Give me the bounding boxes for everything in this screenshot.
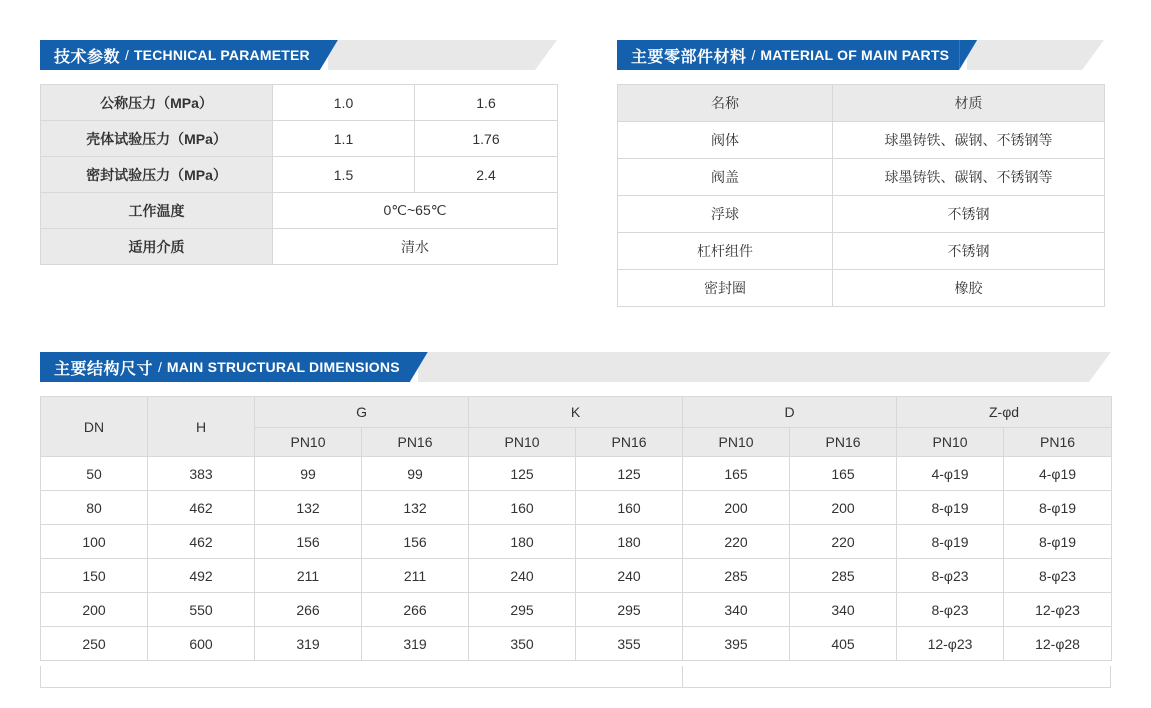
table-row — [41, 193, 558, 229]
dim-subheader-k-pn16: PN16 — [576, 428, 683, 457]
dim-cell-h: 462 — [148, 491, 255, 525]
table-row — [41, 85, 558, 121]
table-row — [41, 229, 558, 265]
dim-cell-g-pn10: 319 — [255, 627, 362, 661]
banner-title-en: TECHNICAL PARAMETER — [133, 47, 310, 63]
banner-grey-bar — [967, 40, 1082, 70]
dim-subheader-d-pn10: PN10 — [683, 428, 790, 457]
banner-title-cn: 技术参数 — [54, 48, 121, 66]
dim-cell-k-pn10: 125 — [469, 457, 576, 491]
dim-cell-zd-pn16: 12-φ28 — [1004, 627, 1112, 661]
dim-cell-k-pn10: 350 — [469, 627, 576, 661]
dim-subheader-g-pn10: PN10 — [255, 428, 362, 457]
dim-cell-d-pn10: 340 — [683, 593, 790, 627]
table-row — [41, 627, 1112, 661]
dim-subheader-g-pn16: PN16 — [362, 428, 469, 457]
dim-cell-zd-pn10: 8-φ19 — [897, 491, 1004, 525]
table-row — [618, 270, 1105, 307]
dim-cell-g-pn16: 99 — [362, 457, 469, 491]
material-part-material: 球墨铸铁、碳钢、不锈钢等 — [833, 159, 1105, 196]
banner-grey-bar — [418, 352, 1089, 382]
banner-grey-arrow — [1089, 352, 1111, 382]
dim-cell-g-pn16: 132 — [362, 491, 469, 525]
table-row — [618, 159, 1105, 196]
material-part-material: 不锈钢 — [833, 233, 1105, 270]
table-bottom-tick — [682, 666, 683, 688]
table-row — [618, 196, 1105, 233]
dim-cell-k-pn16: 240 — [576, 559, 683, 593]
dim-cell-h: 550 — [148, 593, 255, 627]
dim-cell-k-pn16: 295 — [576, 593, 683, 627]
dim-cell-k-pn10: 295 — [469, 593, 576, 627]
dim-cell-g-pn16: 319 — [362, 627, 469, 661]
banner-separator: / — [125, 47, 129, 63]
dim-cell-d-pn10: 200 — [683, 491, 790, 525]
dim-cell-dn: 150 — [41, 559, 148, 593]
tech-row-value-pn10: 1.5 — [273, 157, 415, 193]
tech-row-value-pn10: 1.1 — [273, 121, 415, 157]
banner-label — [617, 40, 959, 70]
dim-cell-d-pn16: 405 — [790, 627, 897, 661]
dim-subheader-zd-pn16: PN16 — [1004, 428, 1112, 457]
dim-cell-dn: 250 — [41, 627, 148, 661]
material-part-name: 密封圈 — [618, 270, 833, 307]
table-row — [41, 593, 1112, 627]
material-part-name: 阀盖 — [618, 159, 833, 196]
dim-header-dn: DN — [41, 397, 148, 457]
tech-row-value-pn16: 2.4 — [415, 157, 558, 193]
table-row — [618, 233, 1105, 270]
table-bottom-edge — [40, 666, 1111, 688]
technical-parameter-section — [40, 40, 557, 265]
dim-cell-h: 462 — [148, 525, 255, 559]
dim-cell-d-pn16: 165 — [790, 457, 897, 491]
tech-row-value-pn10: 1.0 — [273, 85, 415, 121]
material-header-name: 名称 — [618, 85, 833, 122]
tech-row-value-pn16: 1.6 — [415, 85, 558, 121]
dim-header-h: H — [148, 397, 255, 457]
dim-cell-zd-pn16: 12-φ23 — [1004, 593, 1112, 627]
dim-header-g: G — [255, 397, 469, 428]
banner-title-en: MATERIAL OF MAIN PARTS — [760, 47, 950, 63]
banner-separator: / — [751, 47, 756, 63]
dim-cell-zd-pn10: 12-φ23 — [897, 627, 1004, 661]
dim-cell-k-pn16: 355 — [576, 627, 683, 661]
dim-cell-dn: 100 — [41, 525, 148, 559]
material-parts-section — [617, 40, 1104, 307]
tech-row-label: 公称压力（MPa） — [41, 85, 273, 121]
dim-cell-g-pn16: 266 — [362, 593, 469, 627]
banner-title-cn: 主要零部件材料 — [631, 48, 747, 66]
table-row — [41, 457, 1112, 491]
dim-cell-g-pn10: 266 — [255, 593, 362, 627]
material-parts-banner — [617, 40, 1104, 70]
dim-cell-g-pn16: 211 — [362, 559, 469, 593]
technical-parameter-banner — [40, 40, 557, 70]
dim-cell-dn: 200 — [41, 593, 148, 627]
dim-cell-g-pn10: 211 — [255, 559, 362, 593]
material-part-material: 橡胶 — [833, 270, 1105, 307]
dim-cell-k-pn16: 180 — [576, 525, 683, 559]
dim-cell-g-pn10: 156 — [255, 525, 362, 559]
material-part-material: 球墨铸铁、碳钢、不锈钢等 — [833, 122, 1105, 159]
dim-cell-zd-pn10: 8-φ23 — [897, 559, 1004, 593]
tech-row-label: 壳体试验压力（MPa） — [41, 121, 273, 157]
dim-subheader-k-pn10: PN10 — [469, 428, 576, 457]
structural-dimensions-table — [40, 396, 1112, 661]
dim-cell-d-pn10: 395 — [683, 627, 790, 661]
dim-cell-dn: 80 — [41, 491, 148, 525]
dim-cell-k-pn16: 125 — [576, 457, 683, 491]
banner-grey-arrow — [535, 40, 557, 70]
dim-cell-k-pn10: 160 — [469, 491, 576, 525]
dim-header-zd: Z-φd — [897, 397, 1112, 428]
structural-dimensions-banner — [40, 352, 1111, 382]
table-row — [41, 491, 1112, 525]
dim-header-d: D — [683, 397, 897, 428]
dim-cell-zd-pn10: 8-φ23 — [897, 593, 1004, 627]
dim-cell-d-pn16: 340 — [790, 593, 897, 627]
structural-dimensions-section — [40, 352, 1111, 661]
material-header-material: 材质 — [833, 85, 1105, 122]
table-group-header-row — [41, 397, 1112, 428]
banner-label — [40, 40, 320, 70]
dim-cell-g-pn10: 99 — [255, 457, 362, 491]
dim-cell-zd-pn16: 8-φ19 — [1004, 525, 1112, 559]
dim-cell-dn: 50 — [41, 457, 148, 491]
material-part-name: 浮球 — [618, 196, 833, 233]
dim-cell-d-pn10: 165 — [683, 457, 790, 491]
dim-cell-zd-pn16: 8-φ19 — [1004, 491, 1112, 525]
tech-row-value-pn16: 1.76 — [415, 121, 558, 157]
table-row — [41, 559, 1112, 593]
table-row — [618, 122, 1105, 159]
dim-cell-g-pn10: 132 — [255, 491, 362, 525]
tech-row-label: 密封试验压力（MPa） — [41, 157, 273, 193]
dim-cell-h: 600 — [148, 627, 255, 661]
material-part-material: 不锈钢 — [833, 196, 1105, 233]
material-part-name: 阀体 — [618, 122, 833, 159]
dim-subheader-d-pn16: PN16 — [790, 428, 897, 457]
dim-cell-k-pn16: 160 — [576, 491, 683, 525]
dim-cell-d-pn16: 220 — [790, 525, 897, 559]
material-parts-table — [617, 84, 1105, 307]
dim-cell-d-pn16: 285 — [790, 559, 897, 593]
dim-cell-h: 383 — [148, 457, 255, 491]
dim-cell-zd-pn10: 8-φ19 — [897, 525, 1004, 559]
dim-cell-d-pn10: 220 — [683, 525, 790, 559]
banner-title-cn: 主要结构尺寸 — [54, 360, 154, 378]
banner-separator: / — [158, 359, 162, 375]
material-part-name: 杠杆组件 — [618, 233, 833, 270]
dim-cell-zd-pn16: 8-φ23 — [1004, 559, 1112, 593]
dim-subheader-zd-pn10: PN10 — [897, 428, 1004, 457]
banner-label — [40, 352, 410, 382]
banner-grey-bar — [328, 40, 535, 70]
table-row — [41, 157, 558, 193]
tech-row-label: 适用介质 — [41, 229, 273, 265]
dim-cell-d-pn16: 200 — [790, 491, 897, 525]
dim-cell-zd-pn16: 4-φ19 — [1004, 457, 1112, 491]
tech-row-label: 工作温度 — [41, 193, 273, 229]
tech-row-value-span: 清水 — [273, 229, 558, 265]
dim-cell-d-pn10: 285 — [683, 559, 790, 593]
tech-row-value-span: 0℃~65℃ — [273, 193, 558, 229]
table-header-row — [618, 85, 1105, 122]
dim-cell-g-pn16: 156 — [362, 525, 469, 559]
dim-cell-h: 492 — [148, 559, 255, 593]
dim-cell-k-pn10: 240 — [469, 559, 576, 593]
dim-cell-k-pn10: 180 — [469, 525, 576, 559]
table-row — [41, 525, 1112, 559]
banner-grey-arrow — [1082, 40, 1104, 70]
table-row — [41, 121, 558, 157]
dim-header-k: K — [469, 397, 683, 428]
technical-parameter-table — [40, 84, 558, 265]
banner-title-en: MAIN STRUCTURAL DIMENSIONS — [166, 359, 400, 375]
dim-cell-zd-pn10: 4-φ19 — [897, 457, 1004, 491]
